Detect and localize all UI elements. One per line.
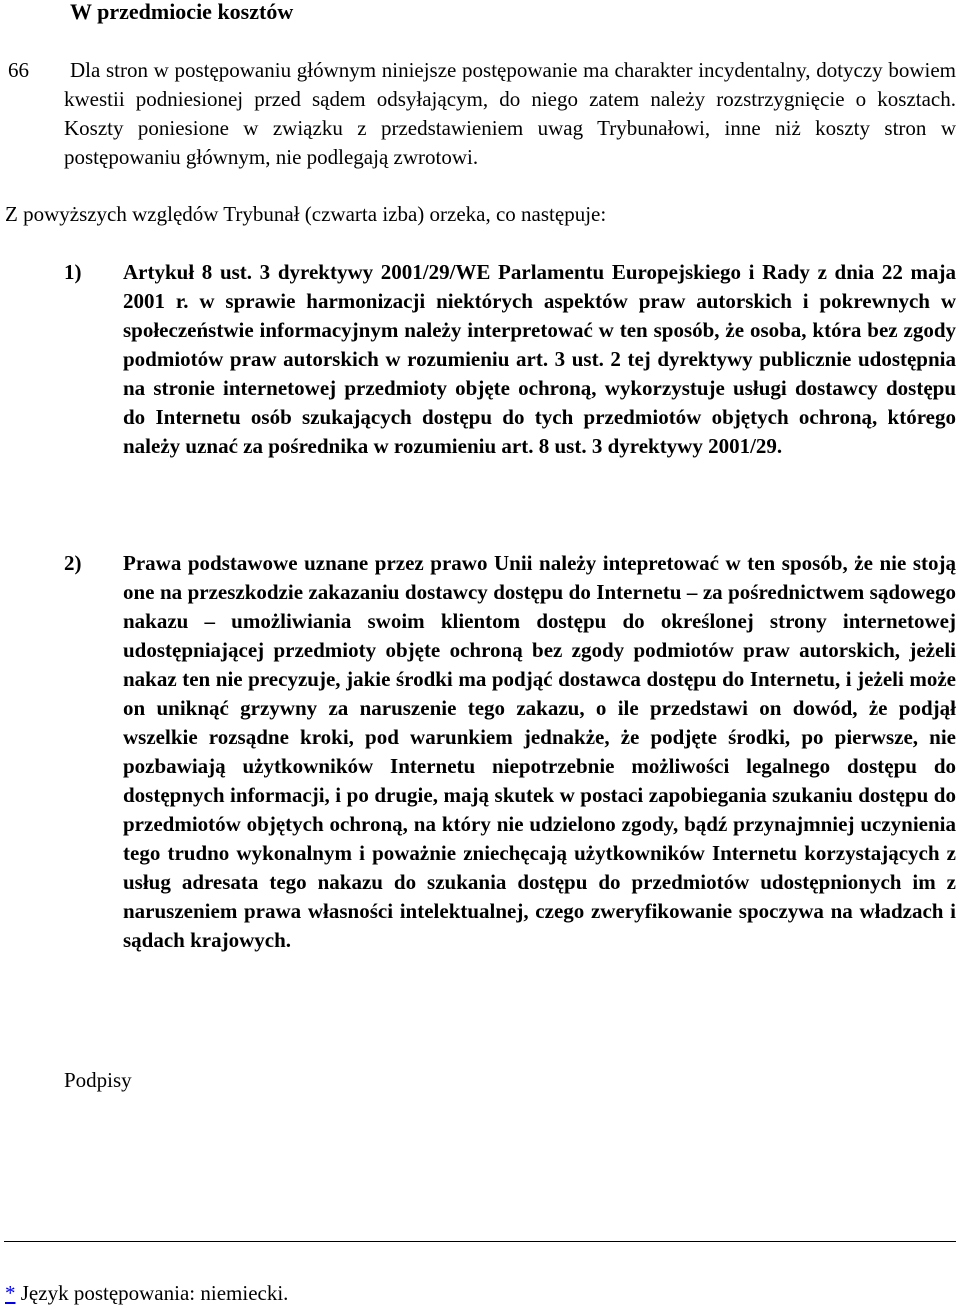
paragraph-number: 66 [8, 58, 29, 82]
section-heading: W przedmiocie kosztów [70, 0, 294, 24]
ruling-text: Artykuł 8 ust. 3 dyrektywy 2001/29/WE Parlamentu Europejskiego i Rady z dnia 22 maja 2001 r. w sprawie harmonizacji niektórych aspektów praw autorskich i pokrewnych w społeczeństwie informacyjnym należy interpretować w ten sposób, że osoba, która bez zgody podmiotów praw autorskich w rozumieniu art. 3 ust. 2 tej dyrektywy publicznie udostępnia na stronie internetowej przedmioty objęte ochroną, wykorzystuje usługi dostawcy dostępu do Internetu osób szukających dostępu do tych przedmiotów objętych ochroną, którego należy uznać za pośrednika w rozumieniu art. 8 ust. 3 dyrektywy 2001/29. [123, 260, 956, 458]
ruling-item-2 [64, 549, 956, 955]
ruling-text: Prawa podstawowe uznane przez prawo Unii należy intepretować w ten sposób, że nie stoją one na przeszkodzie zakazaniu dostawcy dostępu do Internetu – za pośrednictwem sądowego nakazu – umożliwiania swoim klientom dostępu do określonej strony internetowej udostępniającej przedmioty objęte ochroną bez zgody podmiotów praw autorskich, jeżeli nakaz ten nie precyzuje, jakie środki ma podjąć dostawca dostępu do Internetu, i jeżeli może on uniknąć grzywny za naruszenie tego zakazu, o ile przedstawi on dowód, że podjął wszelkie rozsądne kroki, pod warunkiem jednakże, że podjęte środki, po pierwsze, nie pozbawiają użytkowników Internetu niepotrzebnie możliwości legalnego dostępu do dostępnych informacji, i po drugie, mają skutek w postaci zapobiegania szukaniu dostępu do przedmiotów objętych ochroną, na który nie udzielono zgody, bądź przynajmniej uczynienia tego trudno wykonalnym i poważnie zniechęcają użytkowników Internetu korzystających z usług adresata tego nakazu do szukania dostępu do przedmiotów udostępnionych im z naruszeniem prawa własności intelektualnej, czego zweryfikowanie spoczywa na władzach i sądach krajowych. [123, 551, 956, 952]
ruling-number: 2) [64, 551, 82, 575]
footnote-text: Język postępowania: niemiecki. [15, 1281, 289, 1305]
footnote-marker-link[interactable]: * [5, 1281, 16, 1305]
ruling-item-1 [64, 258, 956, 461]
signatures-label: Podpisy [64, 1068, 132, 1092]
ruling-number: 1) [64, 260, 82, 284]
footnote [5, 1279, 288, 1308]
footnote-divider [4, 1241, 956, 1242]
paragraph-text: Dla stron w postępowaniu głównym niniejsze postępowanie ma charakter incydentalny, dotyczy bowiem kwestii podniesionej przed sądem odsyłającym, do niego zatem należy rozstrzygnięcie o kosztach. Koszty poniesione w związku z przedstawieniem uwag Trybunałowi, inne niż koszty stron w postępowaniu głównym, nie podlegają zwrotowi. [64, 58, 956, 169]
paragraph-66 [8, 56, 956, 172]
operative-intro: Z powyższych względów Trybunał (czwarta izba) orzeka, co następuje: [5, 202, 607, 226]
